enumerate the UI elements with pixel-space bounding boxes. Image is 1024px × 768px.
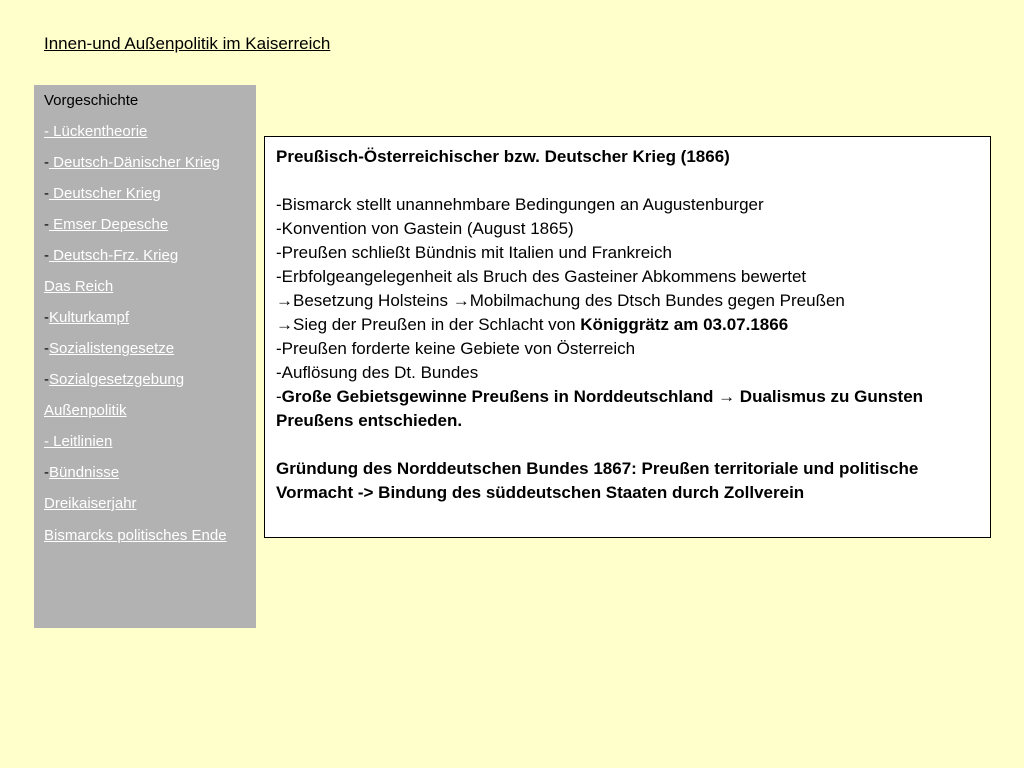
content-heading-text: Preußisch-Österreichischer bzw. Deutscher Krieg (1866) — [276, 147, 730, 166]
nav-prefix: - — [44, 371, 49, 388]
sidebar-item-dreikaiserjahr — [44, 494, 246, 513]
content-line-5-a: Besetzung Holsteins — [293, 291, 453, 310]
content-summary-text: Gründung des Norddeutschen Bundes 1867: Preußen territoriale und politische Vormacht -> Bindung des süddeutschen Staaten durch Zollverein — [276, 459, 919, 502]
content-line-9-b: Dualismus zu Gunsten Preußens entschieden. — [276, 387, 924, 430]
sidebar-item-sozialgesetzgebung — [44, 370, 246, 389]
right-arrow-icon: → — [276, 315, 293, 334]
nav-link-deutsch-daenischer-krieg[interactable]: Deutsch-Dänischer Krieg — [49, 154, 220, 171]
nav-prefix: - — [44, 340, 49, 357]
nav-link-sozialistengesetze[interactable]: Sozialistengesetze — [49, 340, 175, 357]
content-line-5 — [276, 289, 979, 313]
sidebar-item-kulturkampf — [44, 308, 246, 327]
nav-link-deutsch-frz-krieg[interactable]: Deutsch-Frz. Krieg — [49, 247, 179, 264]
sidebar-heading: Vorgeschichte — [44, 92, 139, 109]
nav-prefix: - — [44, 185, 49, 202]
sidebar-item-leitlinien — [44, 432, 246, 451]
spacer — [276, 169, 979, 193]
content-line-2: -Konvention von Gastein (August 1865) — [276, 219, 574, 238]
page-title: Innen-und Außenpolitik im Kaiserreich — [44, 34, 331, 53]
content-line-6-a: Sieg der Preußen in der Schlacht von — [293, 315, 581, 334]
content-summary — [276, 457, 979, 505]
nav-link-sozialgesetzgebung[interactable]: Sozialgesetzgebung — [49, 371, 185, 388]
content-line-6-b: Königgrätz am 03.07.1866 — [580, 315, 789, 334]
content-panel — [264, 136, 991, 538]
nav-prefix: - — [44, 464, 49, 481]
right-arrow-icon: → — [718, 387, 736, 406]
nav-link-dreikaiserjahr[interactable]: Dreikaiserjahr — [44, 495, 137, 512]
nav-link-lueckentheorie[interactable]: - Lückentheorie — [44, 123, 148, 140]
content-line-7: -Preußen forderte keine Gebiete von Österreich — [276, 339, 636, 358]
nav-prefix: - — [44, 309, 49, 326]
nav-link-leitlinien[interactable]: - Leitlinien — [44, 433, 113, 450]
sidebar-item-buendnisse — [44, 463, 246, 482]
content-line-6 — [276, 313, 979, 337]
sidebar-item-bismarcks-politisches-ende — [44, 525, 246, 546]
sidebar-item-deutsch-daenischer-krieg — [44, 153, 246, 172]
content-line-9 — [276, 385, 979, 433]
sidebar-item-sozialistengesetze — [44, 339, 246, 358]
nav-prefix: - — [44, 216, 49, 233]
sidebar-item-emser-depesche — [44, 215, 246, 234]
sidebar-item-aussenpolitik — [44, 401, 246, 420]
sidebar-nav — [34, 85, 256, 628]
nav-link-das-reich[interactable]: Das Reich — [44, 278, 114, 295]
nav-link-bismarcks-politisches-ende[interactable]: Bismarcks politisches Ende — [44, 527, 227, 544]
nav-prefix: - — [44, 247, 49, 264]
content-line-3: -Preußen schließt Bündnis mit Italien und Frankreich — [276, 243, 672, 262]
right-arrow-icon: → — [276, 291, 293, 310]
nav-prefix: - — [44, 154, 49, 171]
spacer — [276, 433, 979, 457]
sidebar-item-das-reich — [44, 277, 246, 296]
nav-link-aussenpolitik[interactable]: Außenpolitik — [44, 402, 127, 419]
nav-link-emser-depesche[interactable]: Emser Depesche — [49, 216, 169, 233]
nav-link-buendnisse[interactable]: Bündnisse — [49, 464, 120, 481]
nav-link-deutscher-krieg[interactable]: Deutscher Krieg — [49, 185, 161, 202]
sidebar-item-lueckentheorie — [44, 122, 246, 141]
content-heading — [276, 145, 979, 169]
content-line-8: -Auflösung des Dt. Bundes — [276, 363, 479, 382]
content-line-9-prefix: - — [276, 387, 282, 406]
content-line-5-b: Mobilmachung des Dtsch Bundes gegen Preußen — [469, 291, 845, 310]
sidebar-item-deutscher-krieg — [44, 184, 246, 203]
sidebar-item-deutsch-frz-krieg — [44, 246, 246, 265]
content-line-4: -Erbfolgeangelegenheit als Bruch des Gasteiner Abkommens bewertet — [276, 267, 807, 286]
nav-link-kulturkampf[interactable]: Kulturkampf — [49, 309, 130, 326]
content-line-9-a: Große Gebietsgewinne Preußens in Norddeutschland — [281, 387, 719, 406]
right-arrow-icon: → — [452, 291, 470, 310]
content-line-1: -Bismarck stellt unannehmbare Bedingungen an Augustenburger — [276, 195, 764, 214]
